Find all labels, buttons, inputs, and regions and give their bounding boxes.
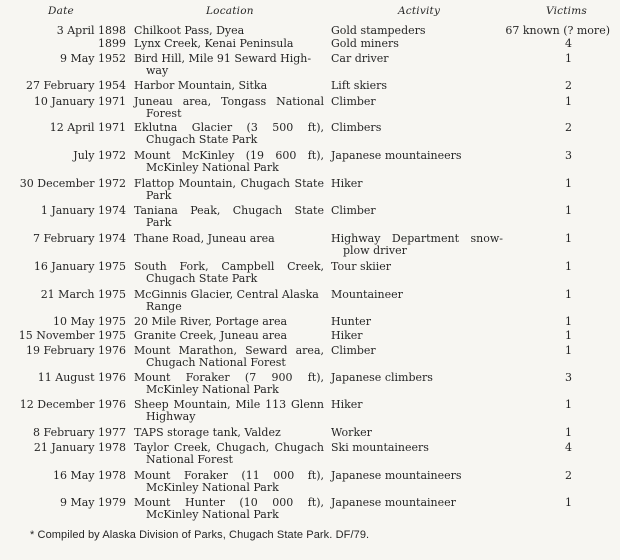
activity-line: Climber bbox=[331, 95, 376, 108]
cell-date: 15 November 1975 bbox=[18, 329, 126, 342]
cell-date: 12 December 1976 bbox=[19, 398, 126, 411]
cell-location bbox=[134, 345, 324, 368]
activity-line: Highway Department snow- bbox=[331, 232, 503, 245]
cell-activity bbox=[331, 345, 503, 357]
column-header-location: Location bbox=[206, 5, 254, 17]
cell-activity bbox=[331, 96, 503, 108]
cell-location bbox=[134, 427, 324, 439]
cell-victims: 1 bbox=[565, 398, 572, 411]
cell-activity bbox=[331, 80, 503, 92]
cell-activity bbox=[331, 372, 503, 384]
cell-location bbox=[134, 233, 324, 245]
cell-date: 7 February 1974 bbox=[33, 232, 126, 245]
cell-activity bbox=[331, 205, 503, 217]
location-line: way bbox=[146, 63, 169, 77]
location-line: Mount Hunter (10 000 ft), bbox=[134, 496, 324, 509]
column-header-victims: Victims bbox=[546, 5, 587, 17]
activity-line: plow driver bbox=[343, 243, 407, 257]
cell-activity bbox=[331, 178, 503, 190]
activity-line: Gold miners bbox=[331, 37, 399, 50]
cell-activity bbox=[331, 289, 503, 301]
location-line: Mount Foraker (11 000 ft), bbox=[134, 469, 324, 482]
cell-activity bbox=[331, 25, 503, 37]
location-line: McKinley National Park bbox=[146, 507, 279, 521]
cell-location bbox=[134, 38, 324, 50]
cell-activity bbox=[331, 53, 503, 65]
activity-line: Hiker bbox=[331, 329, 363, 342]
cell-location bbox=[134, 399, 324, 422]
cell-activity bbox=[331, 399, 503, 411]
cell-date: 1899 bbox=[98, 37, 126, 50]
cell-victims: 1 bbox=[565, 329, 572, 342]
cell-victims: 3 bbox=[565, 149, 572, 162]
cell-location bbox=[134, 122, 324, 145]
location-line: Chilkoot Pass, Dyea bbox=[134, 24, 245, 37]
cell-victims: 1 bbox=[565, 344, 572, 357]
cell-victims: 2 bbox=[565, 121, 572, 134]
cell-victims: 1 bbox=[565, 496, 572, 509]
cell-victims: 2 bbox=[565, 469, 572, 482]
cell-victims: 2 bbox=[565, 79, 572, 92]
location-line: TAPS storage tank, Valdez bbox=[134, 426, 281, 439]
cell-activity bbox=[331, 38, 503, 50]
cell-victims: 1 bbox=[565, 95, 572, 108]
location-line: Harbor Mountain, Sitka bbox=[134, 79, 268, 92]
location-line: Chugach State Park bbox=[146, 271, 258, 285]
footnote: * Compiled by Alaska Division of Parks, Chugach State Park. DF/79. bbox=[30, 529, 370, 541]
location-line: Range bbox=[146, 299, 182, 313]
cell-location bbox=[134, 330, 324, 342]
activity-line: Mountaineer bbox=[331, 288, 403, 301]
cell-victims: 4 bbox=[565, 37, 572, 50]
cell-victims: 1 bbox=[565, 260, 572, 273]
cell-date: 9 May 1952 bbox=[59, 52, 126, 65]
cell-victims: 1 bbox=[565, 52, 572, 65]
activity-line: Lift skiers bbox=[331, 79, 388, 92]
activity-line: Hiker bbox=[331, 398, 363, 411]
activity-line: Japanese mountaineer bbox=[331, 496, 456, 509]
cell-date: 21 March 1975 bbox=[40, 288, 126, 301]
activity-line: Climber bbox=[331, 204, 376, 217]
activity-line: Tour skiier bbox=[331, 260, 392, 273]
cell-date: 9 May 1979 bbox=[59, 496, 126, 509]
cell-location bbox=[134, 25, 324, 37]
cell-location bbox=[134, 442, 324, 465]
cell-location bbox=[134, 205, 324, 228]
cell-activity bbox=[331, 470, 503, 482]
activity-line: Hunter bbox=[331, 315, 371, 328]
column-header-activity: Activity bbox=[398, 5, 441, 17]
location-line: Chugach National Forest bbox=[146, 355, 286, 369]
cell-location bbox=[134, 497, 324, 520]
location-line: Park bbox=[146, 215, 172, 229]
location-line: Thane Road, Juneau area bbox=[134, 232, 275, 245]
location-line: Juneau area, Tongass National bbox=[134, 95, 324, 108]
location-line: Taniana Peak, Chugach State bbox=[134, 204, 324, 217]
location-line: Forest bbox=[146, 106, 182, 120]
location-line: McKinley National Park bbox=[146, 480, 279, 494]
cell-date: 10 January 1971 bbox=[33, 95, 126, 108]
cell-date: 16 January 1975 bbox=[33, 260, 126, 273]
cell-activity bbox=[331, 442, 503, 454]
location-line: McKinley National Park bbox=[146, 160, 279, 174]
cell-location bbox=[134, 470, 324, 493]
column-header-date: Date bbox=[48, 5, 74, 17]
activity-line: Japanese mountaineers bbox=[331, 149, 462, 162]
cell-location bbox=[134, 261, 324, 284]
cell-activity bbox=[331, 122, 503, 134]
cell-location bbox=[134, 289, 324, 312]
cell-activity bbox=[331, 261, 503, 273]
location-line: 20 Mile River, Portage area bbox=[134, 315, 288, 328]
cell-victims: 4 bbox=[565, 441, 572, 454]
cell-location bbox=[134, 178, 324, 201]
cell-victims: 67 known (? more) bbox=[505, 24, 610, 37]
location-line: Mount McKinley (19 600 ft), bbox=[134, 149, 324, 162]
location-line: Eklutna Glacier (3 500 ft), bbox=[134, 121, 324, 134]
cell-date: 11 August 1976 bbox=[37, 371, 126, 384]
cell-victims: 3 bbox=[565, 371, 572, 384]
activity-line: Ski mountaineers bbox=[331, 441, 429, 454]
cell-location bbox=[134, 372, 324, 395]
cell-activity bbox=[331, 497, 503, 509]
cell-date: 21 January 1978 bbox=[33, 441, 126, 454]
location-line: McKinley National Park bbox=[146, 382, 279, 396]
location-line: McGinnis Glacier, Central Alaska bbox=[134, 288, 319, 301]
location-line: Granite Creek, Juneau area bbox=[134, 329, 288, 342]
cell-location bbox=[134, 316, 324, 328]
cell-date: 27 February 1954 bbox=[26, 79, 126, 92]
cell-date: 19 February 1976 bbox=[26, 344, 126, 357]
activity-line: Climber bbox=[331, 344, 376, 357]
activity-line: Japanese climbers bbox=[331, 371, 433, 384]
cell-activity bbox=[331, 316, 503, 328]
cell-location bbox=[134, 53, 324, 76]
location-line: National Forest bbox=[146, 452, 233, 466]
cell-date: 3 April 1898 bbox=[56, 24, 126, 37]
cell-victims: 1 bbox=[565, 177, 572, 190]
cell-location bbox=[134, 80, 324, 92]
activity-line: Car driver bbox=[331, 52, 389, 65]
cell-activity bbox=[331, 150, 503, 162]
cell-date: 12 April 1971 bbox=[49, 121, 126, 134]
activity-line: Hiker bbox=[331, 177, 363, 190]
cell-victims: 1 bbox=[565, 232, 572, 245]
cell-location bbox=[134, 150, 324, 173]
cell-date: 10 May 1975 bbox=[52, 315, 126, 328]
location-line: Highway bbox=[146, 409, 196, 423]
cell-date: 8 February 1977 bbox=[33, 426, 126, 439]
cell-victims: 1 bbox=[565, 204, 572, 217]
location-line: South Fork, Campbell Creek, bbox=[134, 260, 324, 273]
cell-date: July 1972 bbox=[73, 149, 126, 162]
cell-date: 30 December 1972 bbox=[19, 177, 126, 190]
cell-activity bbox=[331, 330, 503, 342]
cell-activity bbox=[331, 427, 503, 439]
cell-date: 16 May 1978 bbox=[52, 469, 126, 482]
location-line: Lynx Creek, Kenai Peninsula bbox=[134, 37, 294, 50]
location-line: Chugach State Park bbox=[146, 132, 258, 146]
activity-line: Worker bbox=[331, 426, 372, 439]
location-line: Mount Foraker (7 900 ft), bbox=[134, 371, 324, 384]
location-line: Park bbox=[146, 188, 172, 202]
activity-line: Japanese mountaineers bbox=[331, 469, 462, 482]
location-line: Sheep Mountain, Mile 113 Glenn bbox=[134, 398, 324, 411]
cell-location bbox=[134, 96, 324, 119]
activity-line: Climbers bbox=[331, 121, 382, 134]
location-line: Bird Hill, Mile 91 Seward High- bbox=[134, 52, 312, 65]
location-line: Taylor Creek, Chugach, Chugach bbox=[134, 441, 324, 454]
location-line: Mount Marathon, Seward area, bbox=[134, 344, 324, 357]
cell-victims: 1 bbox=[565, 288, 572, 301]
location-line: Flattop Mountain, Chugach State bbox=[134, 177, 324, 190]
cell-date: 1 January 1974 bbox=[40, 204, 126, 217]
activity-line: Gold stampeders bbox=[331, 24, 426, 37]
cell-victims: 1 bbox=[565, 315, 572, 328]
cell-victims: 1 bbox=[565, 426, 572, 439]
cell-activity bbox=[331, 233, 503, 256]
